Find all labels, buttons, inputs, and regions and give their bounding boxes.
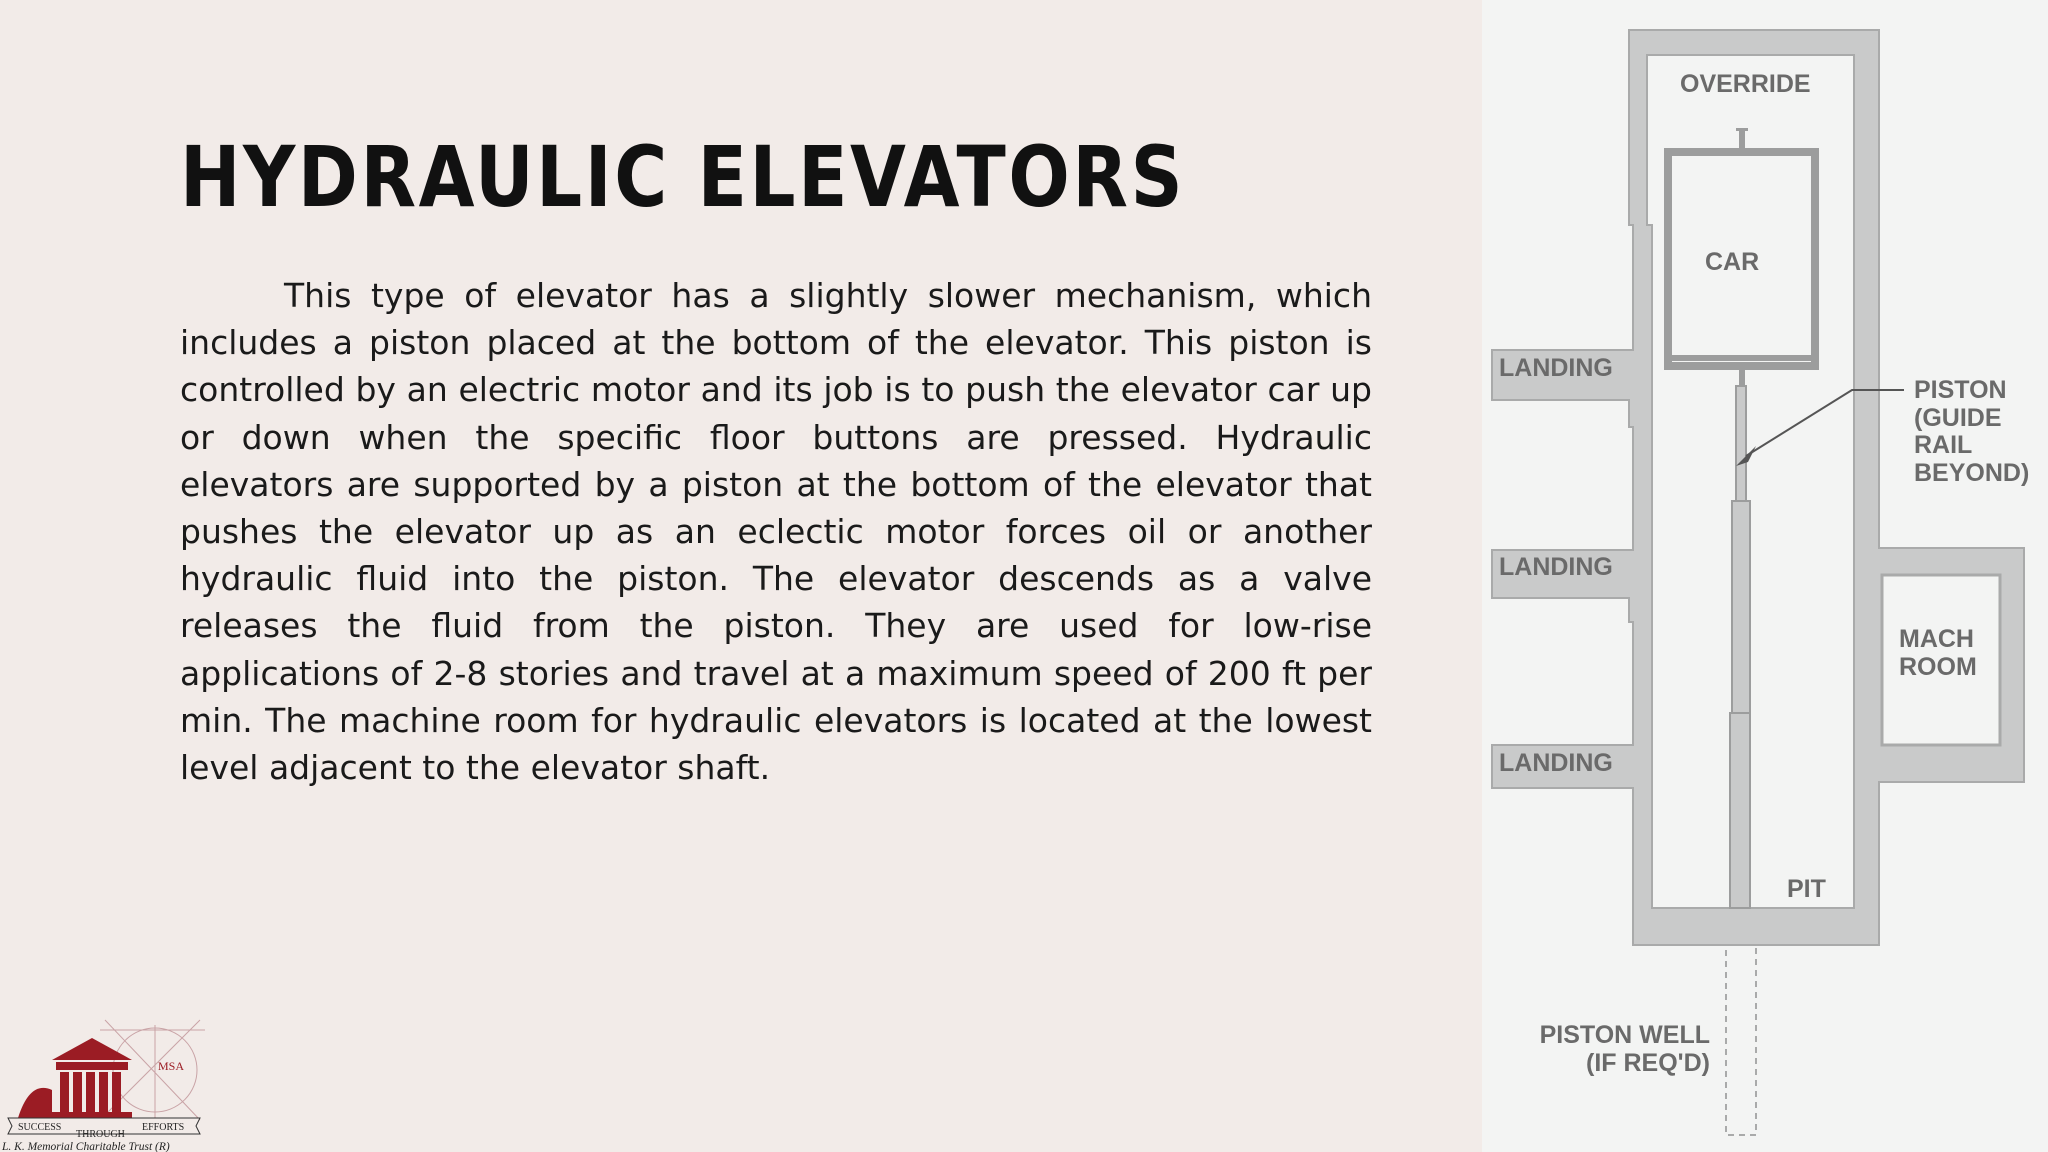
label-car: CAR: [1705, 248, 1760, 276]
piston-cylinder-lower: [1730, 713, 1750, 908]
msa-logo: [0, 1010, 215, 1152]
label-pit: PIT: [1787, 875, 1826, 903]
label-piston-well-1: PISTON WELL: [1539, 1021, 1710, 1049]
label-landing-2: LANDING: [1499, 553, 1613, 581]
label-mach-2: ROOM: [1899, 653, 1977, 681]
logo-motto-efforts: EFFORTS: [142, 1122, 185, 1133]
label-landing-3: LANDING: [1499, 749, 1613, 777]
label-override: OVERRIDE: [1680, 70, 1811, 98]
logo-caption: L. K. Memorial Charitable Trust (R): [2, 1141, 170, 1152]
slide-title: HYDRAULIC ELEVATORS: [180, 128, 1186, 226]
piston-well: [1726, 945, 1756, 1135]
piston-rod: [1736, 386, 1746, 501]
piston-cylinder-upper: [1732, 501, 1750, 713]
label-piston-3: RAIL: [1914, 431, 1973, 459]
label-piston-4: BEYOND): [1914, 459, 2030, 487]
label-mach-1: MACH: [1899, 625, 1974, 653]
label-piston-2: (GUIDE: [1914, 404, 2002, 432]
label-piston-well-2: (IF REQ'D): [1586, 1049, 1710, 1077]
label-landing-1: LANDING: [1499, 354, 1613, 382]
piston-leader-line: [1746, 390, 1904, 456]
logo-motto-through: THROUGH: [76, 1129, 125, 1140]
label-piston-1: PISTON: [1914, 376, 2007, 404]
logo-msa-text: MSA: [158, 1059, 185, 1073]
slide-body-text: This type of elevator has a slightly slower mechanism, which includes a piston placed at the bottom of the elevator. This piston is controlled by an electric motor and its job is to push the elevator car up or down when the specific floor buttons are pressed. Hydraulic elevators are supported by a piston at the bottom of the elevator that pushes the elevator up as an eclectic motor forces oil or another hydraulic fluid into the piston. The elevator descends as a valve releases the fluid from the piston. They are used for low-rise applications of 2-8 stories and travel at a maximum speed of 200 ft per min. The machine room for hydraulic elevators is located at the lowest level adjacent to the elevator shaft.: [180, 276, 1372, 788]
hydraulic-elevator-diagram: [1482, 0, 2048, 1152]
logo-motto-success: SUCCESS: [18, 1122, 62, 1133]
